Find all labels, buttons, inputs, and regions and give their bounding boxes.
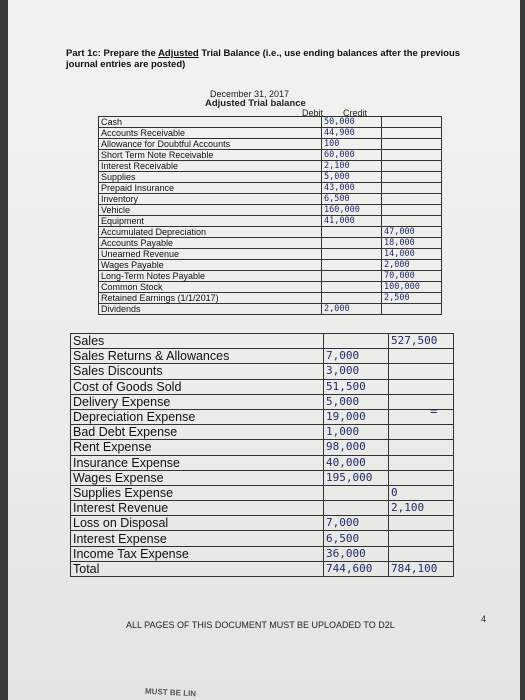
account-cell: Supplies Expense: [71, 485, 324, 500]
footer-fragment: MUST BE LIN: [144, 686, 197, 699]
table-row: [71, 334, 454, 349]
table-row: [71, 455, 454, 470]
account-cell: Cost of Goods Sold: [71, 379, 324, 394]
table-row: [71, 394, 454, 409]
table-row: [71, 440, 454, 455]
table-row: [99, 271, 442, 282]
table-row: [71, 516, 454, 531]
table-row: [99, 293, 442, 304]
debit-cell: 43,000: [322, 183, 382, 194]
table-row: [99, 304, 442, 315]
handwritten-equals-mark: =: [430, 404, 438, 418]
account-cell: Common Stock: [99, 282, 322, 293]
trial-balance-top-table: [98, 116, 442, 315]
table-row: [71, 364, 454, 379]
table-row: [71, 546, 454, 561]
account-cell: Accounts Payable: [99, 238, 322, 249]
debit-cell: [322, 293, 382, 304]
statement-date: December 31, 2017: [210, 89, 290, 99]
table-row: [71, 501, 454, 516]
debit-cell: 2,000: [322, 304, 382, 315]
credit-cell: [389, 516, 454, 531]
debit-cell: 195,000: [324, 470, 389, 485]
debit-cell: 51,500: [324, 379, 389, 394]
credit-cell: [389, 546, 454, 561]
debit-cell: 19,000: [324, 409, 389, 424]
credit-cell: 2,500: [382, 293, 442, 304]
credit-cell: [389, 364, 454, 379]
heading-prefix: Part 1c: Prepare the: [66, 48, 159, 59]
upload-note: ALL PAGES OF THIS DOCUMENT MUST BE UPLOADED TO D2L: [126, 620, 395, 630]
debit-cell: [324, 334, 389, 349]
debit-cell: 3,000: [324, 364, 389, 379]
credit-cell: [389, 379, 454, 394]
debit-cell: 160,000: [322, 205, 382, 216]
credit-cell: [382, 205, 442, 216]
table-row: [99, 249, 442, 260]
debit-cell: 7,000: [324, 516, 389, 531]
account-cell: Prepaid Insurance: [99, 183, 322, 194]
debit-cell: 44,900: [322, 128, 382, 139]
credit-cell: [382, 117, 442, 128]
debit-cell: 36,000: [324, 546, 389, 561]
table-row: [99, 216, 442, 227]
table-row: [99, 161, 442, 172]
account-cell: Total: [71, 561, 324, 576]
credit-cell: [382, 216, 442, 227]
table-row: [71, 349, 454, 364]
credit-cell: 0: [389, 485, 454, 500]
account-cell: Long-Term Notes Payable: [99, 271, 322, 282]
heading-rest: Trial Balance (i.e., use ending balances after the previous journal entries are posted): [66, 48, 461, 70]
debit-cell: [322, 227, 382, 238]
debit-cell: 100: [322, 139, 382, 150]
debit-cell: [322, 271, 382, 282]
account-cell: Unearned Revenue: [99, 249, 322, 260]
account-cell: Sales Discounts: [71, 364, 324, 379]
debit-cell: [322, 238, 382, 249]
debit-cell: 5,000: [322, 172, 382, 183]
account-cell: Bad Debt Expense: [71, 425, 324, 440]
table-row: [99, 194, 442, 205]
account-cell: Retained Earnings (1/1/2017): [99, 293, 322, 304]
table-row: [99, 238, 442, 249]
debit-cell: [324, 501, 389, 516]
table-row: [71, 425, 454, 440]
credit-cell: [389, 455, 454, 470]
account-cell: Wages Expense: [71, 470, 324, 485]
account-cell: Accounts Receivable: [99, 128, 322, 139]
credit-cell: 2,000: [382, 260, 442, 271]
credit-cell: 527,500: [389, 334, 454, 349]
table-row: [99, 117, 442, 128]
credit-cell: 47,000: [382, 227, 442, 238]
credit-cell: 784,100: [389, 561, 454, 576]
table-row: [99, 227, 442, 238]
credit-cell: [389, 425, 454, 440]
debit-cell: 5,000: [324, 394, 389, 409]
account-cell: Dividends: [99, 304, 322, 315]
table-row: [71, 470, 454, 485]
debit-column-header: Debit: [302, 108, 324, 118]
heading-underlined-word: Adjusted: [158, 48, 199, 59]
debit-cell: 744,600: [324, 561, 389, 576]
credit-cell: [389, 349, 454, 364]
account-cell: Supplies: [99, 172, 322, 183]
debit-cell: 1,000: [324, 425, 389, 440]
debit-cell: 6,500: [324, 531, 389, 546]
account-cell: Inventory: [99, 194, 322, 205]
credit-cell: [389, 531, 454, 546]
debit-cell: [322, 249, 382, 260]
credit-cell: [382, 172, 442, 183]
table-row: [99, 183, 442, 194]
account-cell: Interest Expense: [71, 531, 324, 546]
account-cell: Interest Receivable: [99, 161, 322, 172]
table-row: [99, 260, 442, 271]
credit-cell: [382, 194, 442, 205]
debit-cell: [322, 282, 382, 293]
debit-cell: 40,000: [324, 455, 389, 470]
table-row: [71, 379, 454, 394]
table-row: [99, 282, 442, 293]
credit-cell: 100,000: [382, 282, 442, 293]
credit-column-header: Credit: [343, 108, 368, 118]
credit-cell: 2,100: [389, 501, 454, 516]
account-cell: Insurance Expense: [71, 455, 324, 470]
statement-title: Adjusted Trial balance: [205, 98, 306, 109]
table-row: [99, 139, 442, 150]
page-number: 4: [481, 614, 487, 624]
account-cell: Cash: [99, 117, 322, 128]
credit-cell: [382, 304, 442, 315]
credit-cell: 18,000: [382, 238, 442, 249]
account-cell: Sales Returns & Allowances: [71, 349, 324, 364]
table-row: [99, 205, 442, 216]
account-cell: Equipment: [99, 216, 322, 227]
account-cell: Short Term Note Receivable: [99, 150, 322, 161]
account-cell: Loss on Disposal: [71, 516, 324, 531]
table-row: [71, 409, 454, 424]
table-row: [71, 531, 454, 546]
debit-cell: [324, 485, 389, 500]
debit-cell: [322, 260, 382, 271]
table-row: [99, 172, 442, 183]
account-cell: Sales: [71, 334, 324, 349]
credit-cell: [389, 409, 454, 424]
account-cell: Accumulated Depreciation: [99, 227, 322, 238]
table-row: [71, 485, 454, 500]
table-row: [71, 561, 454, 576]
account-cell: Vehicle: [99, 205, 322, 216]
credit-cell: [382, 150, 442, 161]
credit-cell: [389, 470, 454, 485]
credit-cell: [382, 161, 442, 172]
table-row: [99, 128, 442, 139]
part-heading: [66, 48, 466, 70]
account-cell: Wages Payable: [99, 260, 322, 271]
credit-cell: [382, 183, 442, 194]
trial-balance-bottom-table: [70, 333, 454, 577]
credit-cell: [389, 394, 454, 409]
debit-cell: 50,000: [322, 117, 382, 128]
account-cell: Interest Revenue: [71, 501, 324, 516]
account-cell: Delivery Expense: [71, 394, 324, 409]
account-cell: Depreciation Expense: [71, 409, 324, 424]
account-cell: Rent Expense: [71, 440, 324, 455]
debit-cell: 6,500: [322, 194, 382, 205]
credit-cell: 14,000: [382, 249, 442, 260]
debit-cell: 98,000: [324, 440, 389, 455]
account-cell: Allowance for Doubtful Accounts: [99, 139, 322, 150]
account-cell: Income Tax Expense: [71, 546, 324, 561]
debit-cell: 7,000: [324, 349, 389, 364]
table-row: [99, 150, 442, 161]
debit-cell: 41,000: [322, 216, 382, 227]
credit-cell: [382, 128, 442, 139]
credit-cell: 70,000: [382, 271, 442, 282]
debit-cell: 60,000: [322, 150, 382, 161]
debit-cell: 2,100: [322, 161, 382, 172]
credit-cell: [389, 440, 454, 455]
credit-cell: [382, 139, 442, 150]
